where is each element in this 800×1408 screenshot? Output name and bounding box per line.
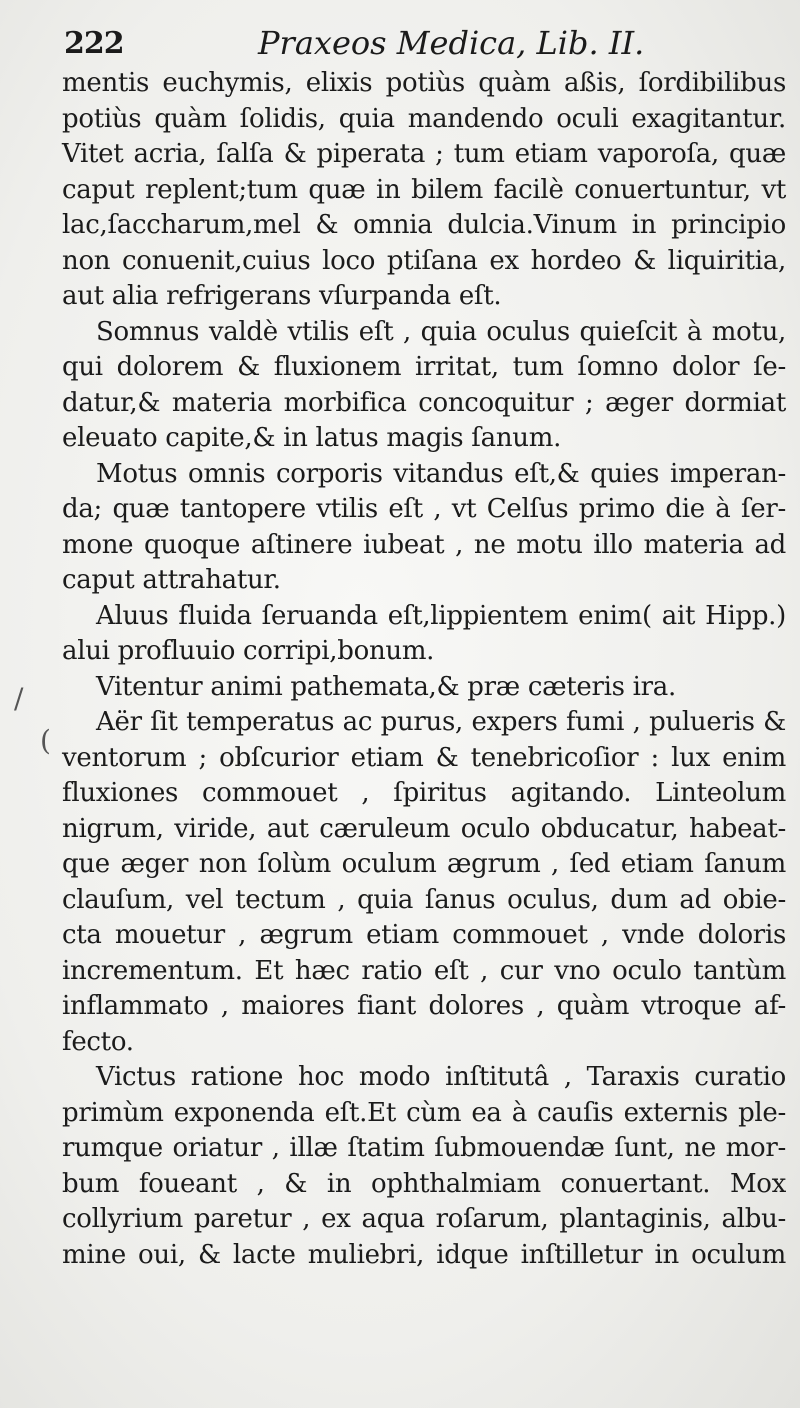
text-line: nigrum, viride, aut cæruleum oculo obducatur, habeat- — [62, 813, 786, 844]
text-line: caput replent;tum quæ in bilem facilè conuertuntur, vt — [62, 174, 786, 205]
text-line: Aluus fluida ſeruanda eſt,lippientem enim( ait Hipp.) — [96, 600, 786, 631]
text-line: fecto. — [62, 1026, 134, 1057]
text-line: que æger non ſolùm oculum ægrum , ſed etiam ſanum — [62, 849, 786, 879]
text-line: Vitet acria, ſalſa & piperata ; tum etiam vaporoſa, quæ — [62, 139, 786, 169]
margin-stroke: ( — [40, 724, 51, 757]
text-line: rumque oriatur , illæ ſtatim ſubmouendæ ſunt, ne mor- — [62, 1133, 786, 1163]
text-line: aut alia refrigerans vſurpanda eſt. — [62, 281, 502, 311]
paragraph — [62, 705, 786, 1060]
text-line: alui profluuio corripi,bonum. — [62, 636, 435, 666]
page-number: 222 — [64, 26, 124, 61]
text-line: inflammato , maiores fiant dolores , quàm vtroque af- — [62, 991, 786, 1021]
text-line: Motus omnis corporis vitandus eſt,& quies imperan- — [96, 458, 786, 489]
text-line: incrementum. Et hæc ratio eſt , cur vno oculo tantùm — [62, 955, 786, 986]
text-line: qui dolorem & fluxionem irritat, tum ſomno dolor ſe- — [62, 352, 786, 382]
text-line: cta mouetur , ægrum etiam commouet , vnde doloris — [62, 920, 786, 950]
text-line: collyrium paretur , ex aqua roſarum, plantaginis, albu- — [62, 1204, 786, 1234]
paragraph — [62, 1060, 786, 1273]
text-line: primùm exponenda eſt.Et cùm ea à cauſis externis ple- — [62, 1097, 786, 1128]
paragraph — [62, 599, 786, 670]
text-line: datur,& materia morbifica concoquitur ; æger dormiat — [62, 387, 786, 418]
text-line: mine oui, & lacte muliebri, idque inſtilletur in oculum — [62, 1239, 786, 1270]
text-line: da; quæ tantopere vtilis eſt , vt Celſus primo die à ſer- — [62, 494, 786, 524]
paragraph — [62, 457, 786, 599]
text-line: Vitentur animi pathemata,& præ cæteris ira. — [96, 671, 676, 702]
text-line: Victus ratione hoc modo inſtitutâ , Taraxis curatio — [96, 1062, 786, 1092]
text-line: ventorum ; obſcurior etiam & tenebricoſior : lux enim — [62, 742, 786, 773]
text-line: mone quoque aſtinere iubeat , ne motu illo materia ad — [62, 529, 786, 560]
paragraph — [62, 315, 786, 457]
page-header — [64, 22, 776, 68]
paragraph — [62, 670, 786, 706]
text-line: fluxiones commouet , ſpiritus agitando. Linteolum — [62, 778, 786, 808]
text-line: Somnus valdè vtilis eſt , quia oculus quieſcit à motu, — [96, 316, 786, 347]
text-line: potiùs quàm ſolidis, quia mandendo oculi exagitantur. — [62, 103, 786, 134]
paragraph — [62, 66, 786, 315]
text-line: clauſum, vel tectum , quia ſanus oculus, dum ad obie- — [62, 884, 786, 915]
text-line: bum foueant , & in ophthalmiam conuertant. Mox — [62, 1168, 786, 1199]
text-line: caput attrahatur. — [62, 565, 281, 595]
text-line: non conuenit,cuius loco ptiſana ex hordeo & liquiritia, — [62, 245, 786, 276]
margin-stroke: / — [14, 682, 24, 715]
running-head: Praxeos Medica, Lib. II. — [258, 24, 645, 62]
body-text — [62, 66, 786, 1273]
text-line: lac,ſaccharum,mel & omnia dulcia.Vinum in principio — [62, 210, 786, 240]
text-line: mentis euchymis, elixis potiùs quàm aßis, ſordibilibus — [62, 68, 786, 98]
text-line: Aër ſit temperatus ac purus, expers fumi , pulueris & — [96, 707, 786, 737]
text-line: eleuato capite,& in latus magis ſanum. — [62, 423, 562, 453]
